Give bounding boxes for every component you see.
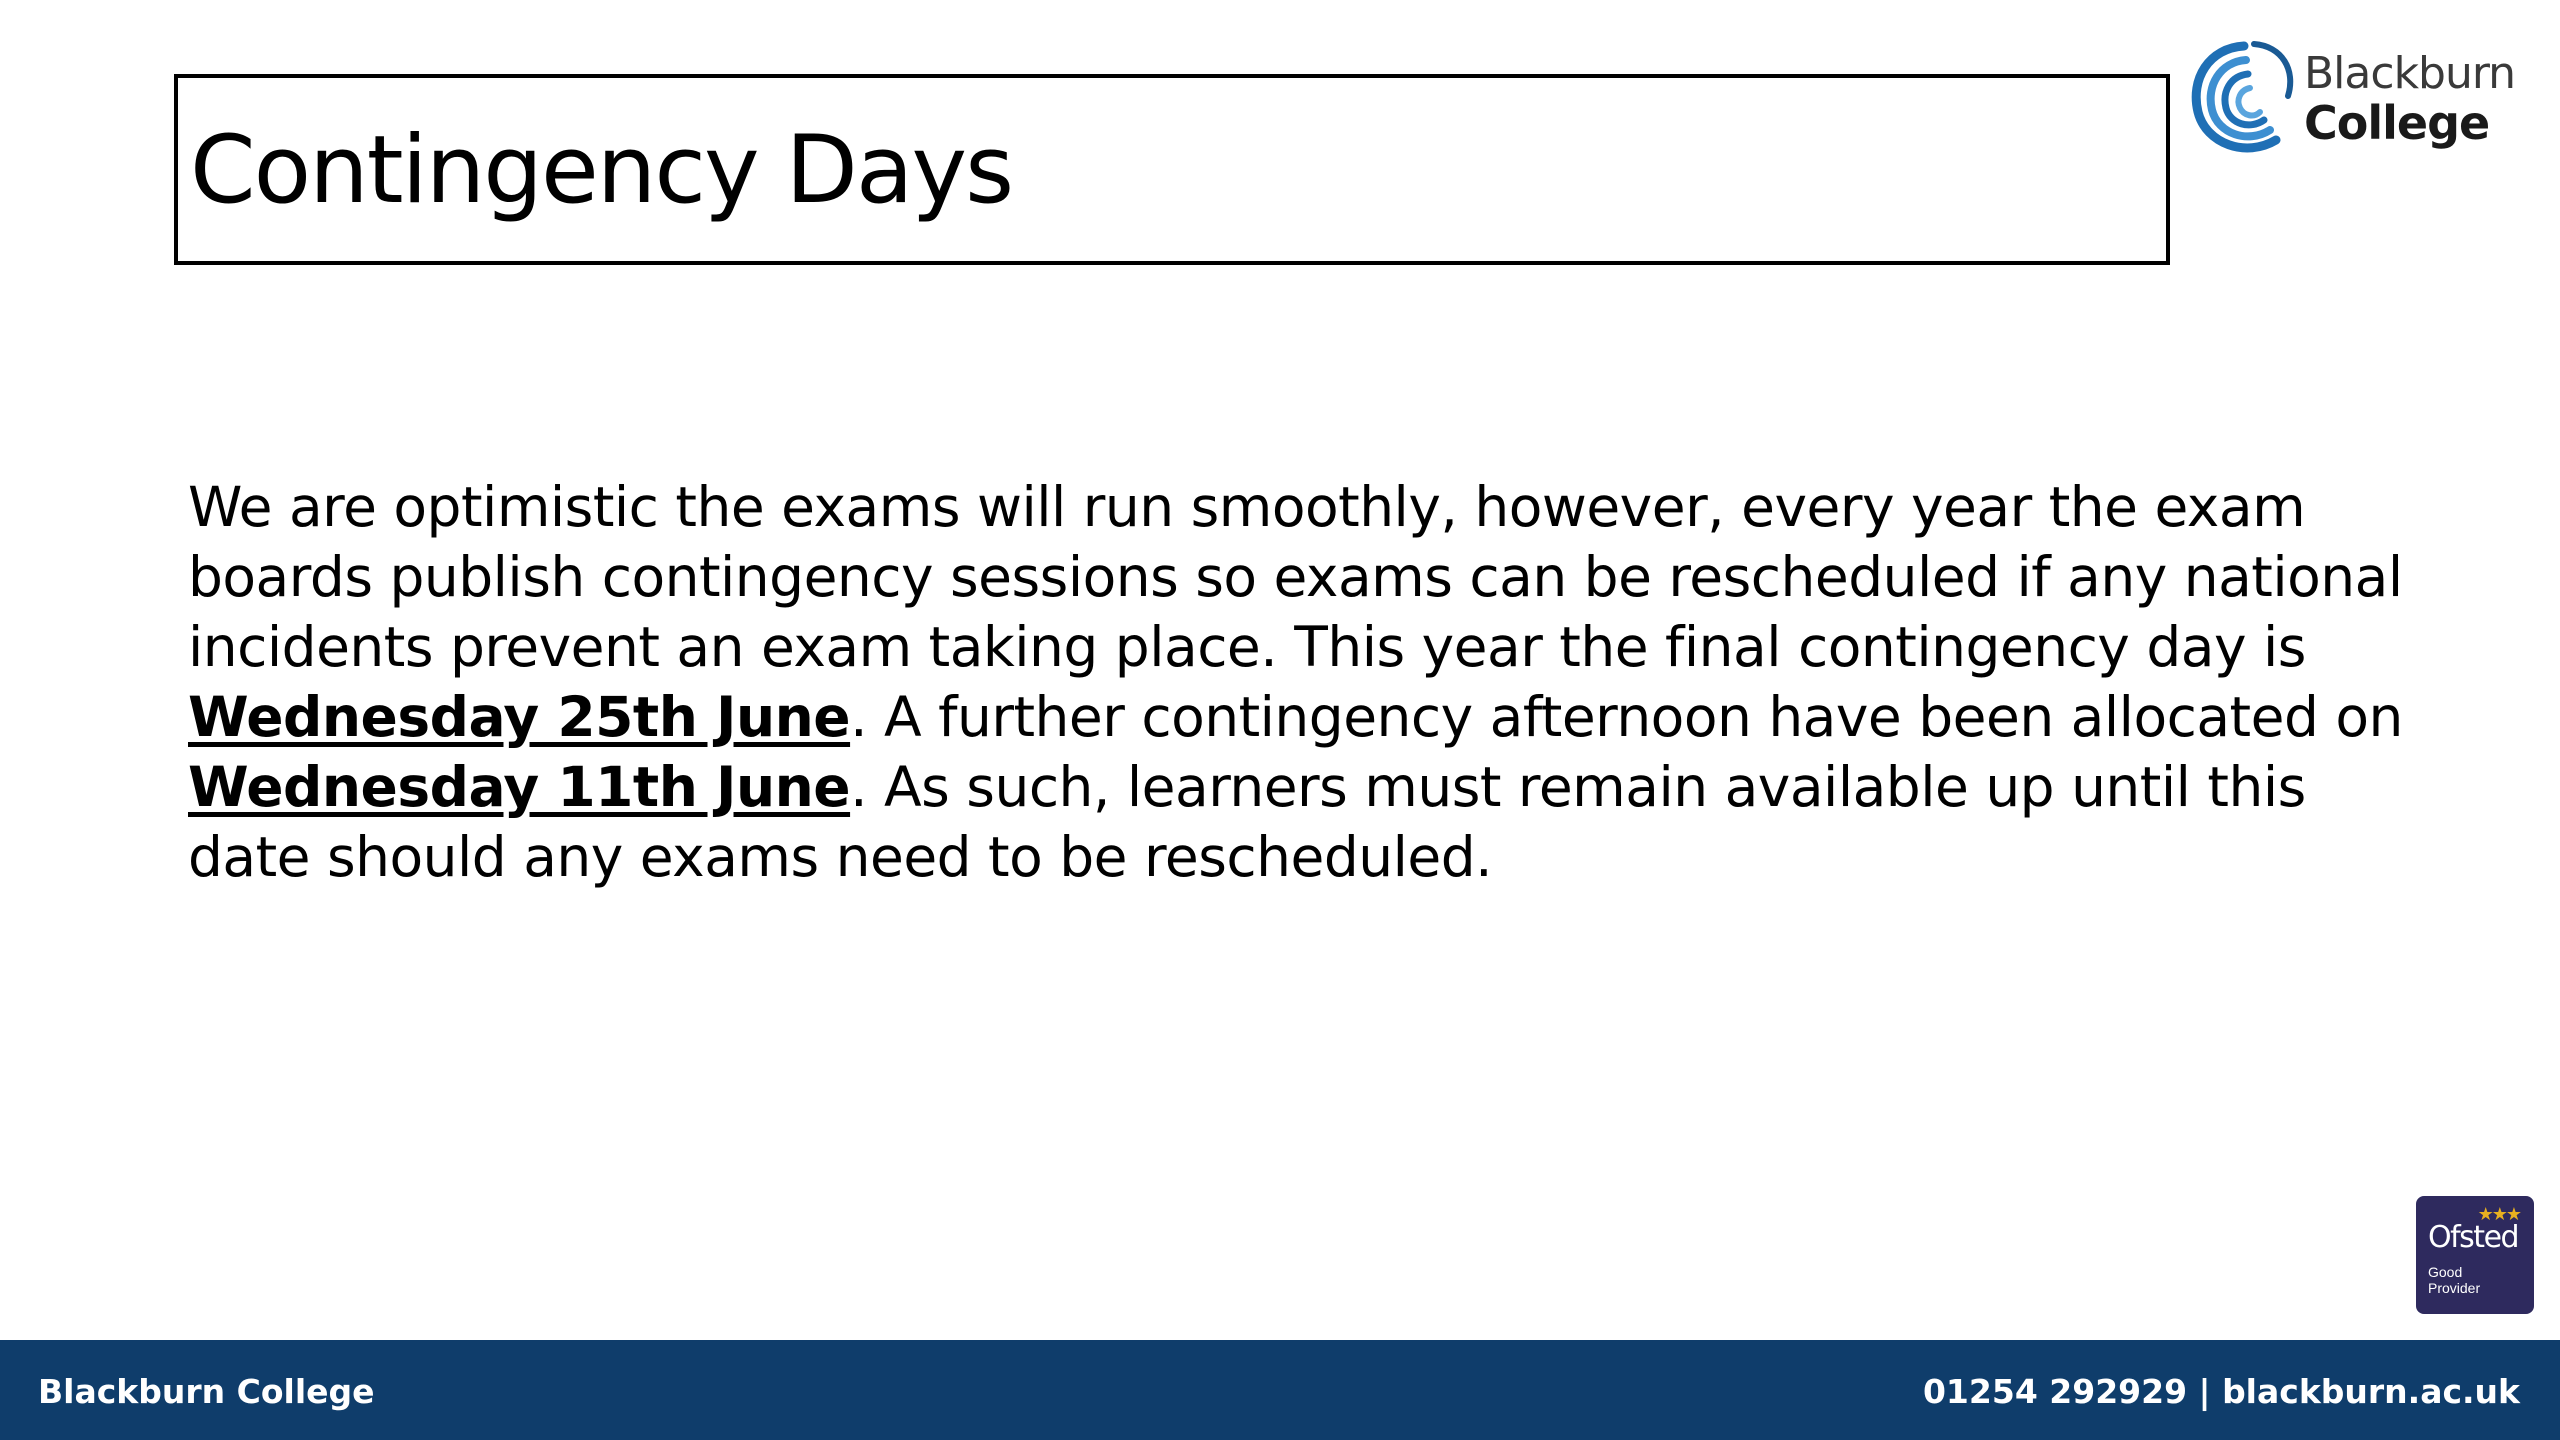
slide-title: Contingency Days: [190, 116, 1013, 225]
title-box: [174, 74, 2170, 265]
body-text-part3: . As such, learners must remain available up until this date should any exams need to be rescheduled.: [188, 755, 2306, 889]
logo-text-line1: Blackburn: [2304, 48, 2516, 99]
contingency-afternoon-date: Wednesday 11th June: [188, 755, 851, 819]
body-paragraph: [188, 472, 2428, 892]
swirl-logo-icon: [2184, 34, 2304, 164]
footer-bar: [0, 1340, 2560, 1440]
ofsted-rating: Good Provider: [2428, 1264, 2481, 1296]
logo-text-line2: College: [2304, 96, 2490, 150]
star-icon: ★★★: [2477, 1204, 2520, 1224]
body-text-part2: . A further contingency afternoon have been allocated on: [850, 685, 2403, 749]
ofsted-name: Ofsted: [2428, 1220, 2519, 1255]
footer-contact: 01254 292929 | blackburn.ac.uk: [1922, 1372, 2520, 1411]
final-contingency-date: Wednesday 25th June: [188, 685, 851, 749]
footer-college-name: Blackburn College: [38, 1372, 375, 1411]
body-text-part1: We are optimistic the exams will run smoothly, however, every year the exam boards publish contingency sessions so exams can be rescheduled if any national incidents prevent an exam taking place. This year the final contingency day is: [188, 475, 2403, 679]
ofsted-badge: [2416, 1196, 2534, 1314]
college-logo: [2184, 34, 2524, 164]
